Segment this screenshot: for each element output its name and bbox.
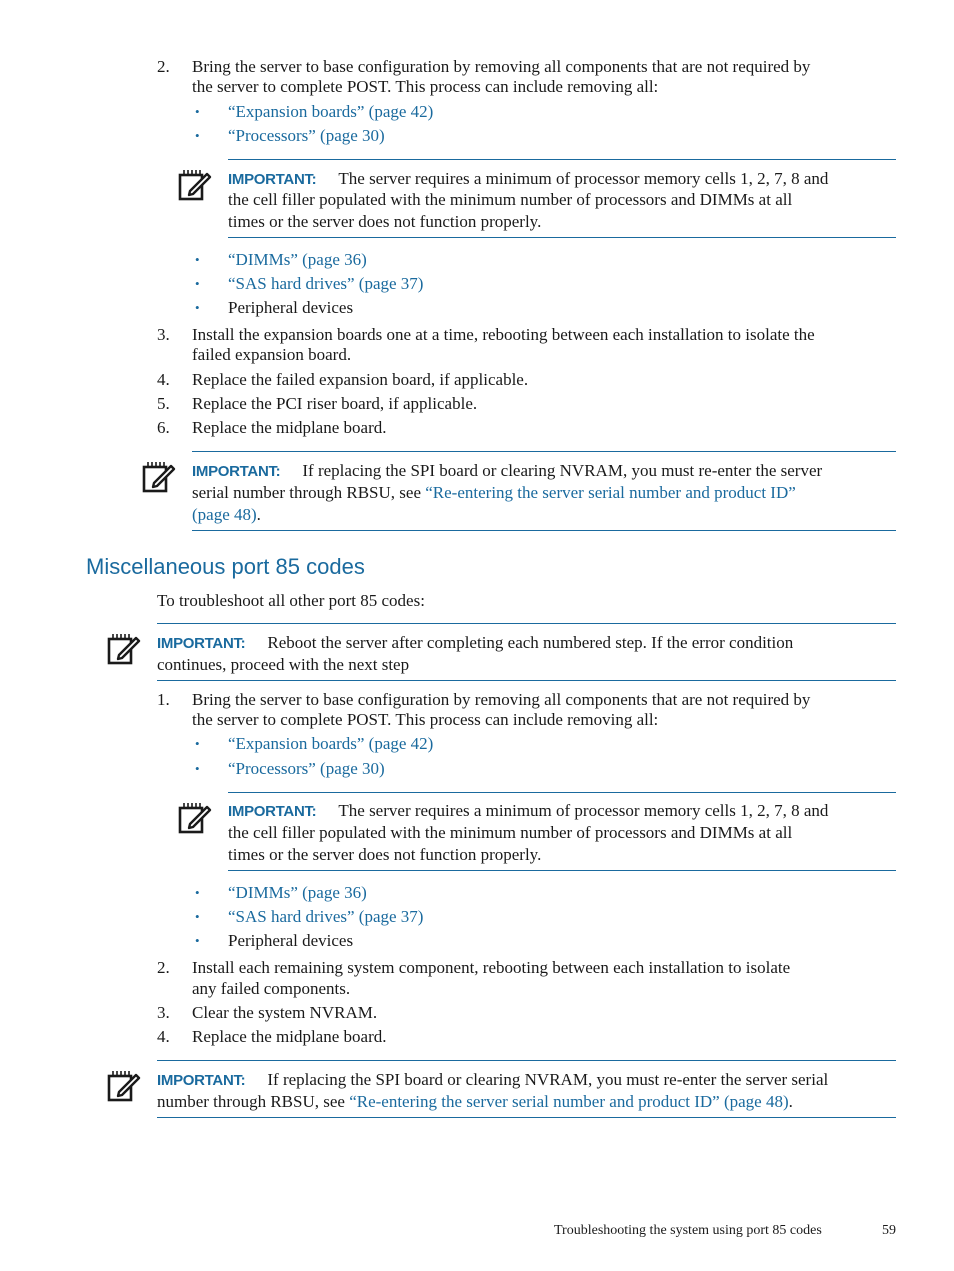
- bullet-marker: •: [195, 300, 200, 315]
- note-first-line: [157, 632, 793, 655]
- step-text-line: Install each remaining system component, rebooting between each installation to isolate: [192, 958, 791, 977]
- step-number: 3.: [157, 325, 170, 344]
- section-heading: Miscellaneous port 85 codes: [86, 554, 365, 579]
- important-label: IMPORTANT:: [228, 171, 317, 188]
- step-number: 6.: [157, 418, 170, 437]
- note-pad-pencil-icon: [107, 632, 141, 666]
- bullet-marker: •: [195, 276, 200, 291]
- step-text-line: any failed components.: [192, 979, 351, 998]
- link-re-entering-serial-number[interactable]: “Re-entering the server serial number and product ID” (page 48): [349, 1092, 789, 1111]
- footer-page-number: 59: [882, 1223, 896, 1238]
- bullet-marker: •: [195, 909, 200, 924]
- note-text-line: Reboot the server after completing each numbered step. If the error condition: [267, 633, 794, 652]
- note-text-line: the cell filler populated with the minimum number of processors and DIMMs at all: [228, 190, 793, 209]
- note-first-line: [228, 800, 828, 823]
- bullet-marker: •: [195, 885, 200, 900]
- note-top-rule: [157, 1060, 896, 1061]
- bullet-marker: •: [195, 128, 200, 143]
- bullet-marker: •: [195, 736, 200, 751]
- note-bottom-rule: [228, 237, 896, 238]
- note-text-line: If replacing the SPI board or clearing NVRAM, you must re-enter the server: [302, 461, 823, 480]
- step-text: Clear the system NVRAM.: [192, 1003, 378, 1022]
- note-top-rule: [228, 159, 896, 160]
- link-sas-hard-drives[interactable]: “SAS hard drives” (page 37): [228, 907, 424, 926]
- link-page-48[interactable]: (page 48): [192, 505, 257, 524]
- note-text-line: If replacing the SPI board or clearing NVRAM, you must re-enter the server serial: [267, 1070, 829, 1089]
- note-pad-pencil-icon: [142, 460, 176, 494]
- note-top-rule: [192, 451, 896, 452]
- note-pad-pencil-icon: [107, 1069, 141, 1103]
- note-pad-pencil-icon: [178, 168, 212, 202]
- link-dimms[interactable]: “DIMMs” (page 36): [228, 250, 367, 269]
- step-text: Replace the failed expansion board, if applicable.: [192, 370, 529, 389]
- note-text-line: The server requires a minimum of processor memory cells 1, 2, 7, 8 and: [338, 169, 829, 188]
- important-label: IMPORTANT:: [157, 1072, 246, 1089]
- step-text-line: the server to complete POST. This process can include removing all:: [192, 710, 659, 729]
- note-bottom-rule: [192, 530, 896, 531]
- note-first-line: [228, 168, 828, 191]
- link-expansion-boards[interactable]: “Expansion boards” (page 42): [228, 102, 434, 121]
- note-first-line: [157, 1069, 828, 1092]
- note-second-line: [157, 1091, 793, 1113]
- note-text: serial number through RBSU, see: [192, 483, 426, 502]
- note-top-rule: [228, 792, 896, 793]
- note-first-line: [192, 460, 822, 483]
- step-number: 4.: [157, 370, 170, 389]
- link-expansion-boards[interactable]: “Expansion boards” (page 42): [228, 734, 434, 753]
- bullet-text-peripheral-devices: Peripheral devices: [228, 298, 354, 317]
- note-text-line: continues, proceed with the next step: [157, 655, 410, 674]
- step-text-line: Install the expansion boards one at a time, rebooting between each installation to isolate the: [192, 325, 815, 344]
- step-text-line: Bring the server to base configuration by removing all components that are not required by: [192, 57, 811, 76]
- step-number: 2.: [157, 958, 170, 977]
- bullet-marker: •: [195, 104, 200, 119]
- bullet-marker: •: [195, 761, 200, 776]
- link-processors[interactable]: “Processors” (page 30): [228, 759, 385, 778]
- note-bottom-rule: [157, 680, 896, 681]
- important-label: IMPORTANT:: [192, 463, 281, 480]
- note-bottom-rule: [228, 870, 896, 871]
- note-text-line: times or the server does not function properly.: [228, 845, 542, 864]
- note-text-line: times or the server does not function properly.: [228, 212, 542, 231]
- step-text-line: the server to complete POST. This process can include removing all:: [192, 77, 659, 96]
- note-third-line: [192, 504, 261, 526]
- footer-chapter-title: Troubleshooting the system using port 85 codes: [554, 1223, 822, 1238]
- link-dimms[interactable]: “DIMMs” (page 36): [228, 883, 367, 902]
- important-label: IMPORTANT:: [157, 635, 246, 652]
- note-text: .: [788, 1092, 793, 1111]
- step-text: Replace the midplane board.: [192, 1027, 387, 1046]
- link-sas-hard-drives[interactable]: “SAS hard drives” (page 37): [228, 274, 424, 293]
- step-number: 5.: [157, 394, 170, 413]
- step-number: 1.: [157, 690, 170, 709]
- note-text: .: [256, 505, 261, 524]
- section-intro: To troubleshoot all other port 85 codes:: [157, 591, 425, 610]
- bullet-text-peripheral-devices: Peripheral devices: [228, 931, 354, 950]
- step-text-line: failed expansion board.: [192, 345, 352, 364]
- step-text: Replace the midplane board.: [192, 418, 387, 437]
- step-text-line: Bring the server to base configuration by removing all components that are not required by: [192, 690, 811, 709]
- note-text-line: the cell filler populated with the minimum number of processors and DIMMs at all: [228, 823, 793, 842]
- note-text-line: The server requires a minimum of processor memory cells 1, 2, 7, 8 and: [338, 801, 829, 820]
- step-text: Replace the PCI riser board, if applicable.: [192, 394, 478, 413]
- note-text: number through RBSU, see: [157, 1092, 350, 1111]
- link-processors[interactable]: “Processors” (page 30): [228, 126, 385, 145]
- note-pad-pencil-icon: [178, 801, 212, 835]
- bullet-marker: •: [195, 933, 200, 948]
- step-number: 2.: [157, 57, 170, 76]
- bullet-marker: •: [195, 252, 200, 267]
- step-number: 3.: [157, 1003, 170, 1022]
- note-second-line: [192, 482, 796, 504]
- step-number: 4.: [157, 1027, 170, 1046]
- note-top-rule: [157, 623, 896, 624]
- link-re-entering-serial-number[interactable]: “Re-entering the server serial number and product ID”: [425, 483, 796, 502]
- important-label: IMPORTANT:: [228, 803, 317, 820]
- note-bottom-rule: [157, 1117, 896, 1118]
